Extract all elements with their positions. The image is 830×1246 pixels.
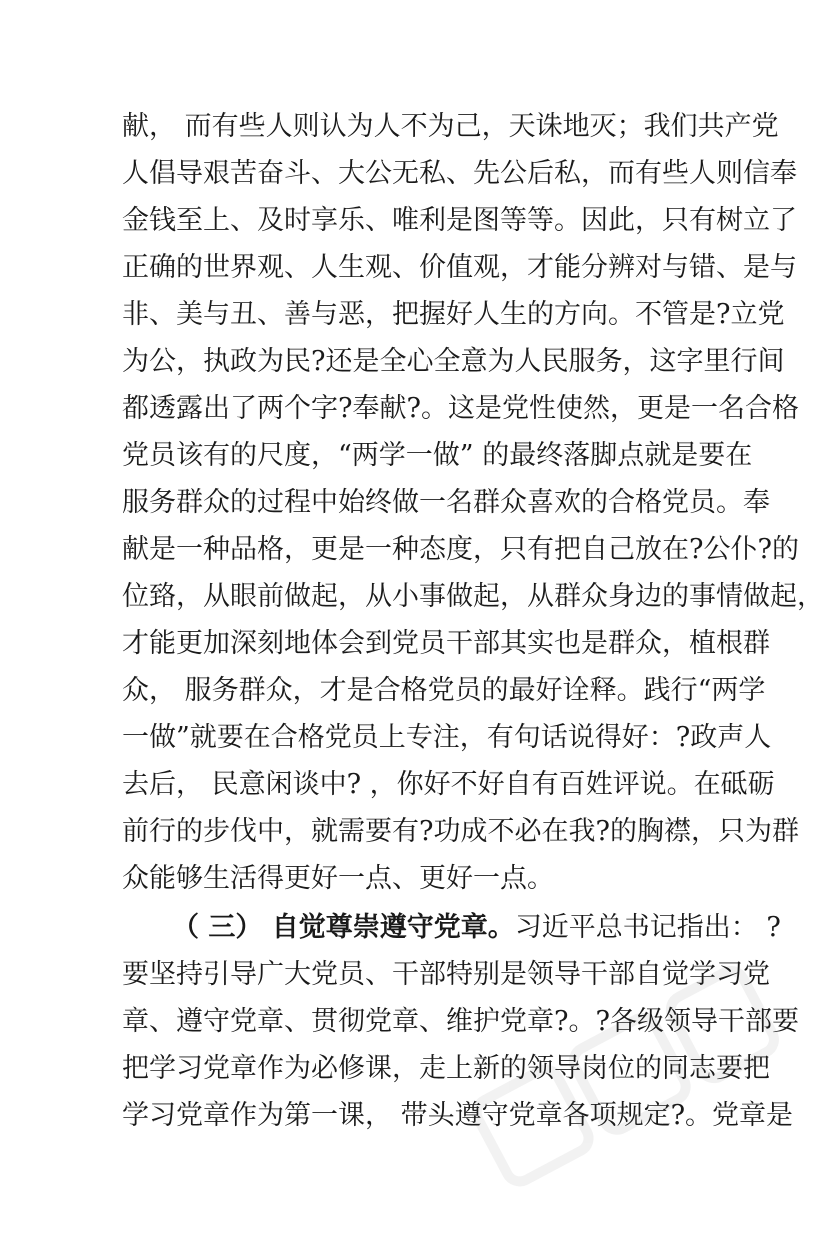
section-heading-line: [172, 905, 781, 951]
text-line: 一做”就要在合格党员上专注，有句话说得好：?政声人: [122, 722, 772, 753]
text-line: 服务群众的过程中始终做一名群众喜欢的合格党员。奉: [122, 487, 770, 518]
text-line: 位臵，从眼前做起，从小事做起，从群众身边的事情做起，: [122, 581, 824, 612]
text-span: 习近平总书记指出： ?: [514, 912, 781, 943]
text-line: 献是一种品格，更是一种态度，只有把自己放在?公仆?的: [122, 534, 799, 565]
section-heading: （ 三） 自觉尊崇遵守党章。: [172, 912, 515, 943]
text-line: 正确的世界观、人生观、价值观，才能分辨对与错、是与: [122, 252, 797, 283]
text-line: 学习党章作为第一课， 带头遵守党章各项规定?。党章是: [122, 1100, 794, 1131]
text-line: 章、遵守党章、贯彻党章、维护党章?。?各级领导干部要: [122, 1006, 799, 1037]
text-line: 献， 而有些人则认为人不为己，天诛地灭；我们共产党: [122, 111, 779, 142]
text-line: 非、美与丑、善与恶，把握好人生的方向。不管是?立党: [122, 299, 785, 330]
text-line: 去后， 民意闲谈中? ，你好不好自有百姓评说。在砥砺: [122, 769, 775, 800]
text-line: 人倡导艰苦奋斗、大公无私、先公后私，而有些人则信奉: [122, 158, 797, 189]
text-line: 要坚持引导广大党员、干部特别是领导干部自觉学习党: [122, 959, 770, 990]
text-line: 众能够生活得更好一点、更好一点。: [122, 863, 554, 894]
text-line: 金钱至上、及时享乐、唯利是图等等。因此，只有树立了: [122, 205, 797, 236]
text-line: 党员该有的尺度，“两学一做” 的最终落脚点就是要在: [122, 440, 753, 471]
text-line: 众， 服务群众，才是合格党员的最好诠释。践行“两学: [122, 675, 766, 706]
text-line: 才能更加深刻地体会到党员干部其实也是群众，植根群: [122, 628, 770, 659]
text-line: 为公，执政为民?还是全心全意为人民服务，这字里行间: [122, 346, 785, 377]
text-line: 都透露出了两个字?奉献?。这是党性使然，更是一名合格: [122, 393, 799, 424]
text-line: 前行的步伐中，就需要有?功成不必在我?的胸襟，只为群: [122, 816, 799, 847]
text-line: 把学习党章作为必修课，走上新的领导岗位的同志要把: [122, 1053, 770, 1084]
